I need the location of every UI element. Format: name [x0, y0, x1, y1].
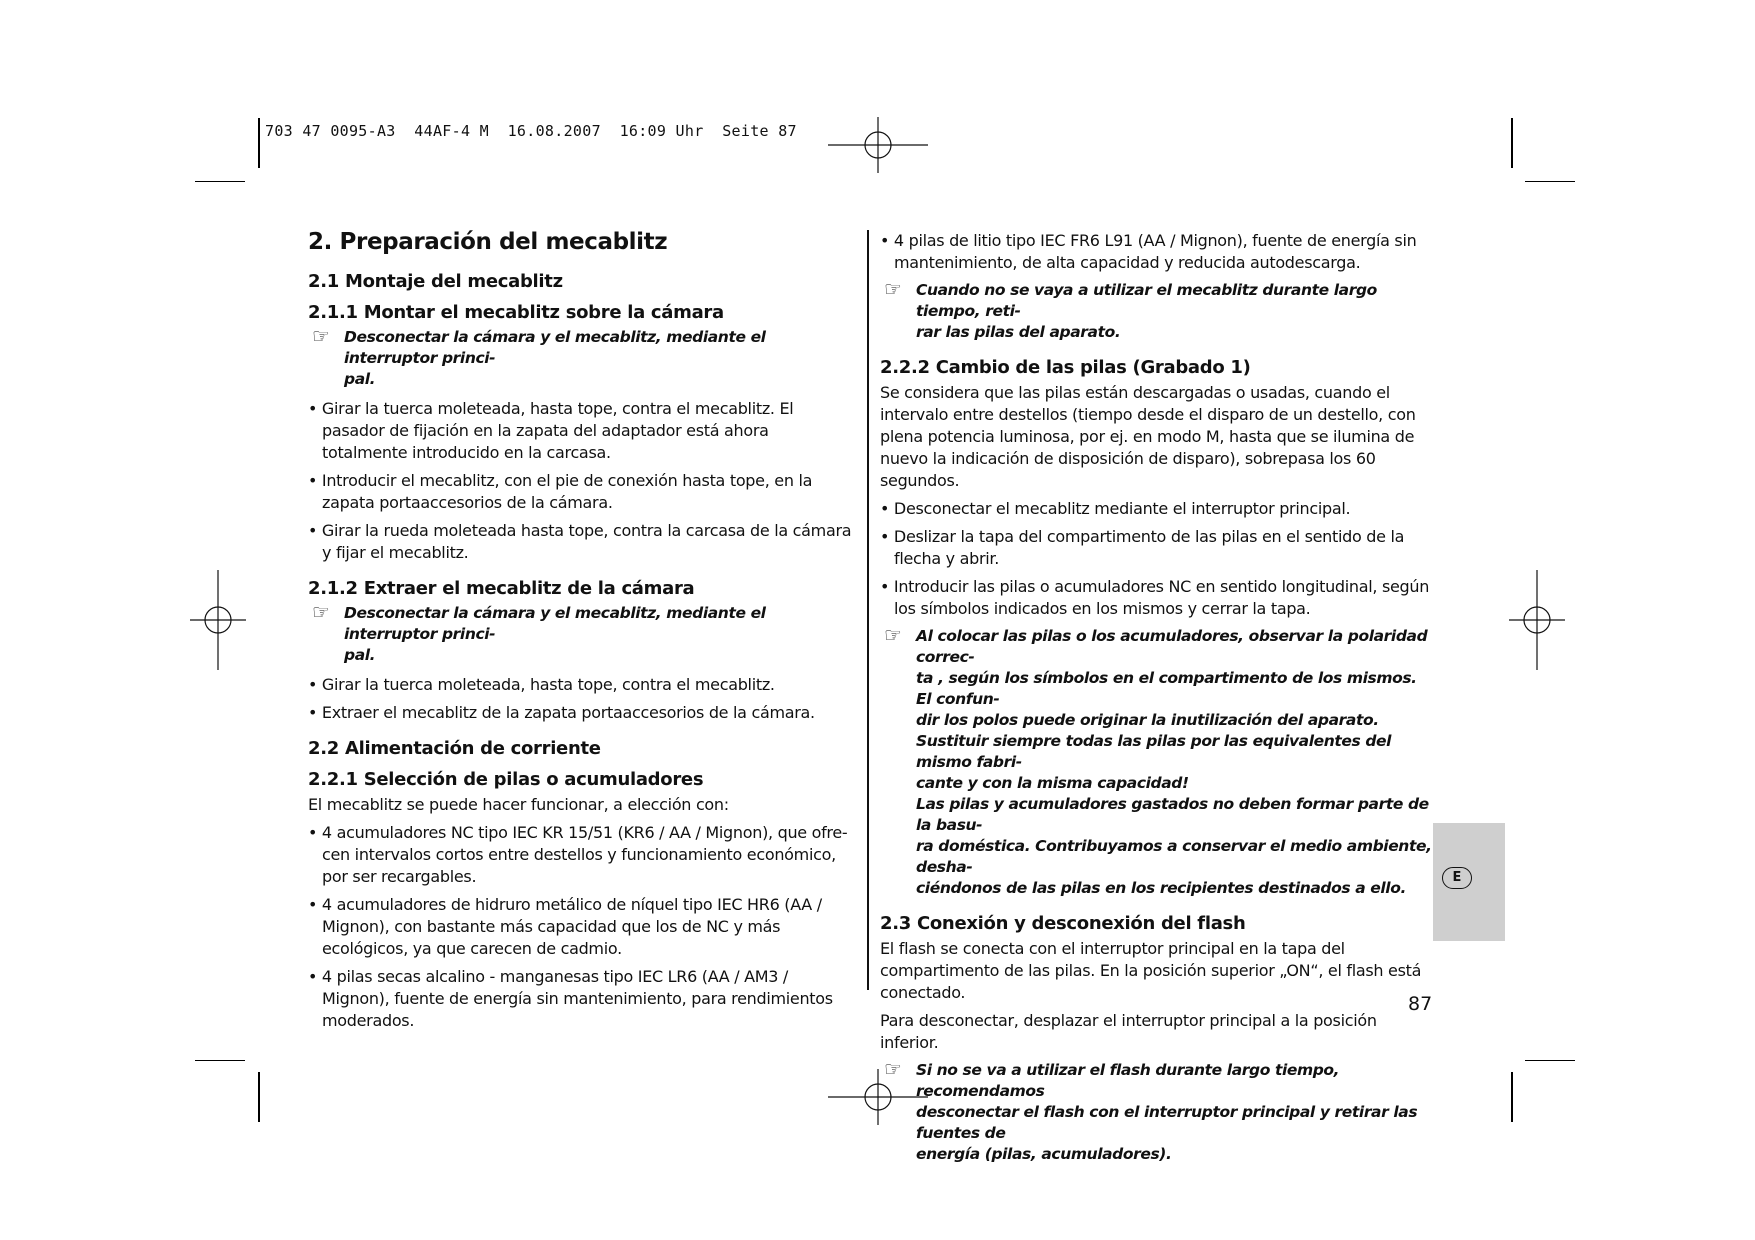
- crop-mark: [1511, 118, 1513, 168]
- bullet-item: • Desconectar el mecablitz mediante el interruptor principal.: [880, 499, 1351, 518]
- bullet-item: • 4 pilas secas alcalino - manganesas tipo IEC LR6 (AA / AM3 / Mignon), fuente de energía sin mantenimiento, para rendimientos moderados.: [308, 967, 833, 1030]
- bullet-item: • 4 acumuladores de hidruro metálico de níquel tipo IEC HR6 (AA / Mignon), con bastante más capacidad que los de NC y más ecológicos, ya que carecen de cadmio.: [308, 895, 822, 958]
- language-tab: [1433, 823, 1505, 941]
- section-heading: 2.3 Conexión y desconexión del flash: [880, 913, 1246, 934]
- registration-mark-right: [1487, 570, 1587, 670]
- note: ☞ Si no se va a utilizar el flash durante largo tiempo, recomendamos desconectar el flash con el interruptor principal y retirar las fuentes de energía (pilas, acumuladores).: [884, 1057, 1418, 1163]
- note: ☞ Desconectar la cámara y el mecablitz, mediante el interruptor princi- pal.: [312, 324, 766, 388]
- left-column: [308, 226, 853, 1038]
- language-badge: E: [1442, 867, 1472, 889]
- column-divider: [867, 230, 869, 990]
- section-heading: 2.1 Montaje del mecablitz: [308, 271, 563, 292]
- print-header: 703 47 0095-A3 44AF-4 M 16.08.2007 16:09 Uhr Seite 87: [265, 122, 797, 140]
- paragraph: Para desconectar, desplazar el interruptor principal a la posición inferior.: [880, 1011, 1377, 1052]
- section-heading: 2.1.1 Montar el mecablitz sobre la cámara: [308, 302, 724, 323]
- crop-mark: [195, 1060, 245, 1061]
- registration-mark-left: [168, 570, 268, 670]
- registration-mark-top: [828, 95, 928, 195]
- page-title: 2. Preparación del mecablitz: [308, 229, 668, 255]
- bullet-item: • Girar la rueda moleteada hasta tope, contra la carcasa de la cámara y fijar el mecablitz.: [308, 521, 852, 562]
- section-heading: 2.2 Alimentación de corriente: [308, 738, 601, 759]
- crop-mark: [1511, 1072, 1513, 1122]
- crop-mark: [258, 118, 260, 168]
- bullet-item: • 4 pilas de litio tipo IEC FR6 L91 (AA / Mignon), fuente de energía sin mantenimiento, de alta capacidad y reducida autodescarga.: [880, 231, 1417, 272]
- page-number: 87: [1408, 993, 1433, 1015]
- pointing-hand-icon: ☞: [312, 600, 330, 624]
- crop-mark: [195, 181, 245, 182]
- note: ☞ Al colocar las pilas o los acumuladores, observar la polaridad correc- ta , según los símbolos en el compartimento de los mismos. El confun- dir los polos puede originar la inutilización del aparato. Sustituir siempre todas las pilas por las equivalentes del mismo fabri- cante y con la misma capacidad! Las pilas y acumuladores gastados no deben formar parte de la basu- ra doméstica. Contribuyamos a conservar el medio ambiente, desha- ciéndonos de las pilas en los recipientes destinados a ello.: [884, 623, 1432, 897]
- pointing-hand-icon: ☞: [884, 623, 902, 647]
- pointing-hand-icon: ☞: [884, 277, 902, 301]
- bullet-item: • Girar la tuerca moleteada, hasta tope, contra el mecablitz.: [308, 675, 775, 694]
- section-heading: 2.2.2 Cambio de las pilas (Grabado 1): [880, 357, 1251, 378]
- bullet-item: • Extraer el mecablitz de la zapata portaaccesorios de la cámara.: [308, 703, 815, 722]
- paragraph: Se considera que las pilas están descargadas o usadas, cuando el intervalo entre destellos (tiempo desde el disparo de un destello, con plena potencia luminosa, por ej. en modo M, hasta que se ilumina de nuevo la indicación de disposición de disparo), sobrepasa los 60 segundos.: [880, 383, 1416, 490]
- note: ☞ Desconectar la cámara y el mecablitz, mediante el interruptor princi- pal.: [312, 600, 766, 664]
- paragraph: El mecablitz se puede hacer funcionar, a elección con:: [308, 795, 729, 814]
- note: ☞ Cuando no se vaya a utilizar el mecablitz durante largo tiempo, reti- rar las pilas del aparato.: [884, 277, 1377, 341]
- section-heading: 2.1.2 Extraer el mecablitz de la cámara: [308, 578, 695, 599]
- bullet-item: • Introducir el mecablitz, con el pie de conexión hasta tope, en la zapata portaaccesorios de la cámara.: [308, 471, 813, 512]
- paragraph: El flash se conecta con el interruptor principal en la tapa del compartimento de las pilas. En la posición superior „ON“, el flash está conectado.: [880, 939, 1422, 1002]
- crop-mark: [1525, 181, 1575, 182]
- bullet-item: • 4 acumuladores NC tipo IEC KR 15/51 (KR6 / AA / Mignon), que ofre-cen intervalos cortos entre destellos y funcionamiento económico, por ser recargables.: [308, 823, 848, 886]
- pointing-hand-icon: ☞: [884, 1057, 902, 1081]
- crop-mark: [1525, 1060, 1575, 1061]
- pointing-hand-icon: ☞: [312, 324, 330, 348]
- crop-mark: [258, 1072, 260, 1122]
- section-heading: 2.2.1 Selección de pilas o acumuladores: [308, 769, 704, 790]
- right-column: [880, 230, 1435, 1173]
- bullet-item: • Girar la tuerca moleteada, hasta tope, contra el mecablitz. El pasador de fijación en la zapata del adaptador está ahora totalmente introducido en la carcasa.: [308, 399, 794, 462]
- bullet-item: • Introducir las pilas o acumuladores NC en sentido longitudinal, según los símbolos indicados en los mismos y cerrar la tapa.: [880, 577, 1430, 618]
- bullet-item: • Deslizar la tapa del compartimento de las pilas en el sentido de la flecha y abrir.: [880, 527, 1405, 568]
